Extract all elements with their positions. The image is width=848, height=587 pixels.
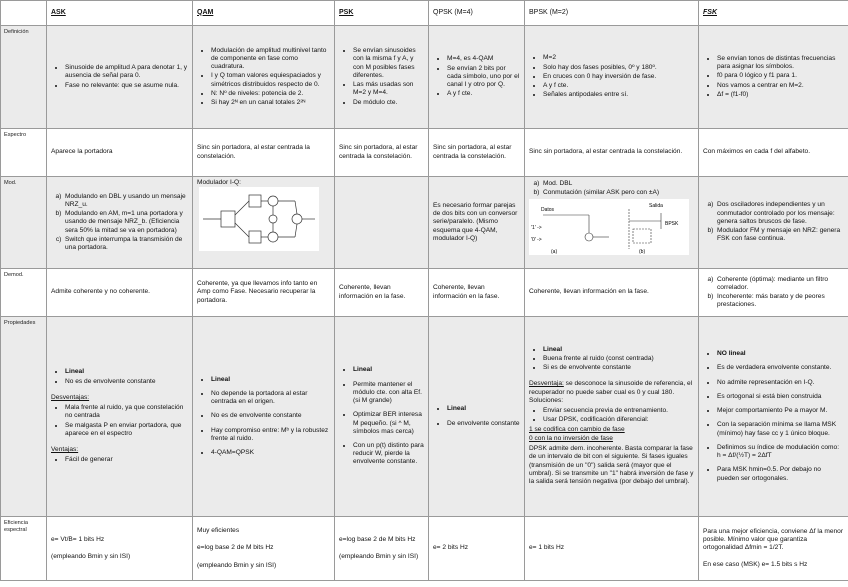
row-demod [1,269,848,317]
row-label-propiedades: Propiedades [1,317,47,517]
list-item: b. Incoherente: más barato y de peores prestaciones. [717,293,844,309]
bpsk-code-zero: 0 con la no inversión de fase [529,434,613,442]
cell-espectro-qam: Sinc sin portadora, al estar centrada la constelación. [193,129,335,177]
bpsk-dpsk-text: DPSK admite dem. incoherente. Basta comparar la fase de un intervalo de bit con el siguiente. Si fases iguales (transmisión de un "0") salida será (mayor que el umbral). Si se transmite un "1" habrá inversión de fase y la salida será tensión negativa (por debajo del umbral). [529,445,694,486]
cell-mod-qam [193,177,335,269]
list-item: • f0 para 0 lógico y f1 para 1. [717,72,844,80]
cell-definicion-qpsk [429,26,525,129]
cell-mod-fsk [699,177,848,269]
list-item: • Con un p(t) distinto para reducir W, pierde la envolvente constante. [353,442,424,467]
list-item: • Si hay 2ᴺ en un canal totales 2²ᴺ [211,99,330,107]
bpsk-fig-zero: '0' -> [531,237,542,244]
header-ask: ASK [47,1,193,26]
list-item: • M=4, es 4-QAM [447,55,520,63]
cell-prop-fsk [699,317,848,517]
row-eficiencia [1,517,848,581]
list-item: • Fácil de generar [65,456,188,464]
list-item: • Solo hay dos fases posibles, 0º y 180º. [543,64,694,72]
list-item: • 4-QAM=QPSK [211,449,330,457]
row-label-definicion: Definición [1,26,47,129]
list-item: • Lineal [543,346,694,354]
list-item: • Con la separación mínima se llama MSK (mínimo) hay fase cc y 1 único bloque. [717,421,844,437]
list-item: c. Switch que interrumpa la transmisión de una portadora. [65,236,188,252]
ef-qam-1: Muy eficientes [197,527,240,535]
bpsk-fig-datos: Datos [541,207,555,214]
ef-ask-2: (empleando Bmin y sin ISI) [51,553,131,560]
qam-mod-title: Modulador I-Q: [197,179,241,186]
list-item: • NO lineal [717,350,844,358]
cell-mod-ask [47,177,193,269]
list-item: b. Modulando en AM, m=1 una portadora y usando de mensaje NRZ_b. (Eficiencia sera 50% la mitad se va en portadora) [65,210,188,235]
list-item: • Enviar secuencia previa de entrenamiento. [543,407,694,415]
cell-espectro-qpsk: Sinc sin portadora, al estar centrada la constelación. [429,129,525,177]
list-item: • No es de envolvente constante [65,378,188,386]
list-item: • A y f cte. [447,90,520,98]
list-item: • Lineal [447,405,520,413]
list-item: • Modulación de amplitud multinivel tanto de componente en fase como cuadratura. [211,47,330,72]
ef-fsk-2: En ese caso (MSK) e= 1.5 bits s Hz [703,561,808,569]
ef-ask-1: e= Vt/B= 1 bits Hz [51,535,105,543]
ask-desventajas-label: Desventajas: [51,393,90,401]
cell-mod-psk [335,177,429,269]
row-definicion [1,26,848,129]
list-item: • Nos vamos a centrar en M=2. [717,82,844,90]
ef-qam-2: e=log base 2 de M bits Hz [197,544,274,552]
list-item: • Buena frente al ruido (const centrada) [543,355,694,363]
list-item: • De módulo cte. [353,99,424,107]
list-item: • Lineal [353,366,424,374]
list-item: • Se envían 2 bits por cada símbolo, uno por el canal I y otro por Q. [447,65,520,90]
cell-mod-qpsk: Es necesario formar parejas de dos bits con un conversor serie/paralelo. (Mismo esquema que 4-QAM, modulador I-Q) [429,177,525,269]
list-item: • Es de verdadera envolvente constante. [717,364,844,372]
list-item: • Mala frente al ruido, ya que constelación no centrada [65,404,188,420]
list-item: • No es de envolvente constante [211,412,330,420]
list-item: • N: Nº de niveles: potencia de 2. [211,90,330,98]
cell-demod-bpsk: Coherente, llevan información en la fase. [525,269,699,317]
header-row [1,1,848,26]
list-item: • Lineal [211,376,330,384]
bpsk-modulator-diagram [529,199,689,255]
header-qpsk: QPSK (M=4) [429,1,525,26]
list-item: a. Coherente (óptima): mediante un filtro correlador. [717,276,844,292]
row-propiedades [1,317,848,517]
cell-prop-bpsk [525,317,699,517]
cell-demod-fsk [699,269,848,317]
row-mod [1,177,848,269]
list-item: • Lineal [65,368,188,376]
list-item: • Para MSK hmin=0.5. Por debajo no pueden ser ortogonales. [717,466,844,482]
list-item: • Las más usadas son M=2 y M=4. [353,81,424,97]
cell-ef-ask [47,517,193,581]
list-item: a. Mod. DBL [543,180,694,188]
cell-demod-qpsk: Coherente, llevan información en la fase. [429,269,525,317]
cell-definicion-psk [335,26,429,129]
cell-demod-ask: Admite coherente y no coherente. [47,269,193,317]
list-item: • No admite representación en I-Q. [717,379,844,387]
ef-psk-2: (empleando Bmin y sin ISI) [339,553,419,560]
list-item: • En cruces con 0 hay inversión de fase. [543,73,694,81]
cell-ef-qam [193,517,335,581]
row-label-mod: Mod. [1,177,47,269]
header-qam: QAM [193,1,335,26]
list-item: • Es ortogonal si está bien construida [717,393,844,401]
list-item: • Sinusoide de amplitud A para denotar 1, y ausencia de señal para 0. [65,64,188,80]
list-item: • Señales antipodales entre sí. [543,91,694,99]
ef-psk-1: e=log base 2 de M bits Hz [339,535,416,543]
list-item: • Se malgasta P en enviar portadora, que aparece en el espectro [65,422,188,438]
list-item: • Permite mantener el módulo cte. con alta Ef. (si M grande) [353,381,424,406]
ef-qam-3: (empleando Bmin y sin ISI) [197,561,277,569]
cell-ef-fsk [699,517,848,581]
cell-demod-qam: Coherente, ya que llevamos info tanto en Amp como Fase. Necesario recuperar la portadora. [193,269,335,317]
cell-definicion-ask [47,26,193,129]
row-label-demod: Demod. [1,269,47,317]
row-label-espectro: Espectro [1,129,47,177]
bpsk-desventaja-text: se desconoce la sinusoide de referencia, el recuperador no puede saber cual es 0 y cual 180. Soluciones: [529,380,693,404]
cell-ef-psk [335,517,429,581]
cell-definicion-fsk [699,26,848,129]
list-item: • A y f cte. [543,82,694,90]
bpsk-fig-a: (a) [551,249,558,256]
header-fsk: FSK [699,1,848,26]
header-blank [1,1,47,26]
cell-definicion-qam [193,26,335,129]
bpsk-fig-salida: Salida [649,203,663,210]
ask-ventajas-label: Ventajas: [51,446,79,454]
cell-espectro-psk: Sinc sin portadora, al estar centrada la constelación. [335,129,429,177]
header-psk: PSK [335,1,429,26]
cell-espectro-bpsk: Sinc sin portadora, al estar centrada la constelación. [525,129,699,177]
ef-fsk-1: Para una mejor eficiencia, conviene Δf la menor posible. Mínimo valor que garantiza ortogonalidad Δfmin = 1/2T. [703,527,844,551]
cell-espectro-ask: Aparece la portadora [47,129,193,177]
list-item: • Definimos su índice de modulación como: h = Δf/(½T) = 2ΔfT [717,444,844,460]
iq-modulator-diagram [199,187,319,251]
list-item: • Optimizar BER interesa M pequeño. (si ^ M, símbolos mas cerca) [353,411,424,436]
bpsk-fig-bpsk: BPSK [665,221,679,228]
list-item: • Si es de envolvente constante [543,364,694,372]
list-item: • Usar DPSK, codificación diferencial: [543,416,694,424]
bpsk-desventaja-label: Desventaja: [529,380,564,388]
list-item: • Hay compromiso entre: Mᵇ y la robustez frente al ruido. [211,427,330,443]
list-item: • Mejor comportamiento Pe a mayor M. [717,407,844,415]
list-item: • Fase no relevante: que se asume nula. [65,82,188,90]
list-item: • De envolvente constante [447,420,520,428]
cell-prop-psk [335,317,429,517]
cell-prop-qpsk [429,317,525,517]
cell-demod-psk: Coherente, llevan información en la fase. [335,269,429,317]
list-item: b. Conmutación (similar ASK pero con ±A) [543,189,694,197]
cell-espectro-fsk: Con máximos en cada f del alfabeto. [699,129,848,177]
row-espectro [1,129,848,177]
row-label-eficiencia: Eficiencia espectral [1,517,47,581]
list-item: • Se envían sinusoides con la misma f y A, y con M posibles fases diferentes. [353,47,424,80]
cell-definicion-bpsk [525,26,699,129]
list-item: • Δf = (f1-f0) [717,91,844,99]
bpsk-code-one: 1 se codifica con cambio de fase [529,425,625,433]
header-bpsk: BPSK (M=2) [525,1,699,26]
cell-prop-ask [47,317,193,517]
cell-ef-bpsk: e= 1 bits Hz [525,517,699,581]
list-item: • I y Q toman valores equiespaciados y simétricos distribuidos respecto de 0. [211,72,330,88]
list-item: • Se envían tonos de distintas frecuencias para asignar los símbolos. [717,55,844,71]
list-item: a. Dos osciladores independientes y un conmutador controlado por los mensaje: genera saltos bruscos de fase. [717,201,844,226]
bpsk-fig-one: '1' -> [531,225,542,232]
list-item: a. Modulando en DBL y usando un mensaje NRZ_u. [65,193,188,209]
list-item: b. Modulador FM y mensaje en NRZ: genera FSK con fase continua. [717,227,844,243]
cell-ef-qpsk: e= 2 bits Hz [429,517,525,581]
list-item: • M=2 [543,54,694,62]
cell-mod-bpsk [525,177,699,269]
list-item: • No depende la portadora al estar centrada en el origen. [211,390,330,406]
cell-prop-qam [193,317,335,517]
bpsk-fig-b: (b) [639,249,646,256]
